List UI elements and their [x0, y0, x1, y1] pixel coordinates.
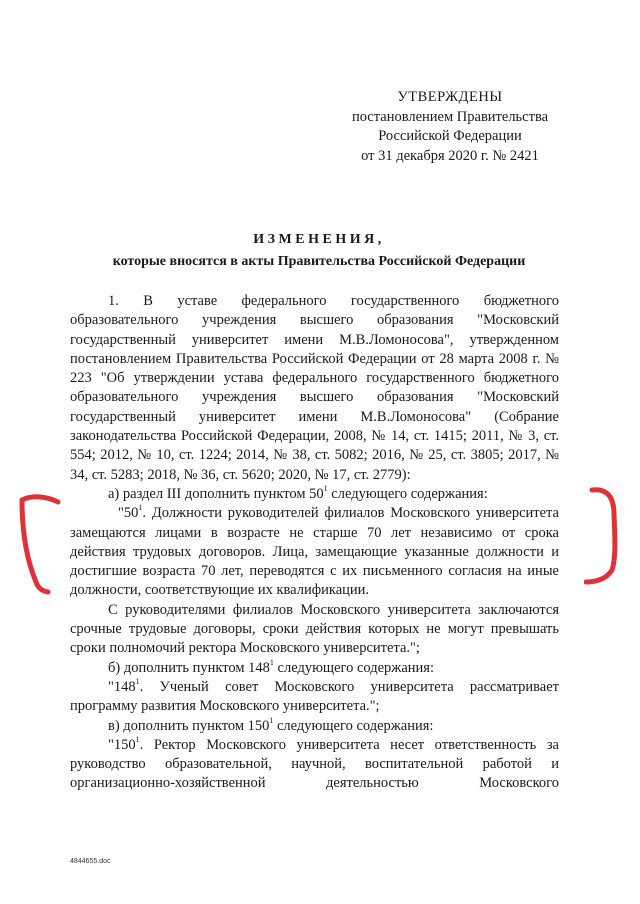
approval-line-government: Российской Федерации [378, 128, 522, 144]
subitem-c-superscript: 1 [269, 715, 274, 725]
left-bracket-annotation [14, 488, 62, 598]
subitem-a-text: а) раздел III дополнить пунктом 50 [108, 485, 324, 502]
quote-50-number: "50 [118, 505, 139, 522]
quote-point-50-1 [70, 504, 559, 600]
subitem-c-text: в) дополнить пунктом 150 [108, 717, 270, 734]
quote-50-superscript: 1 [138, 503, 143, 513]
subitem-b-text: б) дополнить пунктом 148 [108, 659, 270, 676]
subitem-b [70, 659, 559, 678]
right-bracket-annotation [584, 484, 630, 594]
subitem-c-tail: следующего содержания: [273, 717, 434, 734]
right-bracket-stroke [586, 490, 615, 582]
heading-title: ИЗМЕНЕНИЯ, [253, 232, 385, 247]
approval-line-resolution: постановлением Правительства [351, 108, 549, 125]
subitem-c [70, 717, 559, 736]
document-heading [70, 229, 568, 273]
quote-148-text: . Ученый совет Московского университета рассматривает программу развития Московского университета."; [70, 678, 559, 715]
subitem-a [70, 485, 559, 504]
quote-point-50-1-continuation: С руководителями филиалов Московского университета заключаются срочные трудовые договоры, сроки действия которых не могут превышать сроки полномочий ректора Московского университета."; [70, 601, 559, 657]
quote-point-148-1 [70, 678, 559, 717]
quote-150-superscript: 1 [135, 735, 140, 744]
paragraph-1: 1. В уставе федерального государственного бюджетного образовательного учреждения высшего образования "Московский государственный университет имени М.В.Ломоносова", утвержденном постановлением Правительства Российской Федерации от 28 марта 2008 г. № 223 "Об утверждении устава федерального государственного бюджетного образовательного учреждения высшего образования "Московский государственный университет имени М.В.Ломоносова" (Собрание законодательства Российской Федерации, 2008, № 14, ст. 1415; 2011, № 3, ст. 554; 2012, № 10, ст. 1224; 2014, № 38, ст. 5082; 2016, № 25, ст. 3805; 2017, № 34, ст. 5283; 2018, № 36, ст. 5620; 2020, № 17, ст. 2779): [70, 293, 559, 483]
left-bracket-stroke [22, 497, 58, 592]
approval-line-date: от 31 декабря 2020 г. № 2421 [361, 147, 539, 164]
document-body [70, 292, 559, 794]
subitem-a-superscript: 1 [323, 484, 328, 494]
subitem-b-superscript: 1 [269, 657, 274, 667]
subitem-a-tail: следующего содержания: [327, 485, 488, 502]
quote-148-number: "148 [108, 678, 136, 695]
heading-subtitle: которые вносятся в акты Правительства Российской Федерации [112, 254, 526, 269]
document-filename: 4844655.doc [70, 858, 111, 865]
approval-block [330, 88, 570, 166]
quote-150-number: "150 [108, 736, 136, 753]
approval-title: УТВЕРЖДЕНЫ [397, 89, 503, 105]
quote-point-150-1 [70, 736, 559, 794]
subitem-b-tail: следующего содержания: [273, 659, 434, 676]
quote-150-text: . Ректор Московского университета несет ответственность за руководство образовательной, научной, воспитательной работой и организационно-хозяйственной деятельностью Московского [70, 736, 559, 792]
quote-50-text: . Должности руководителей филиалов Московского университета замещаются лицами в возрасте не старше 70 лет независимо от срока действия трудовых договоров. Лица, замещающие указанные должности и достигшие возраста 70 лет, переводятся с их письменного согласия на иные должности, соответствующие их квалификации. [70, 505, 559, 599]
quote-148-superscript: 1 [135, 677, 140, 687]
